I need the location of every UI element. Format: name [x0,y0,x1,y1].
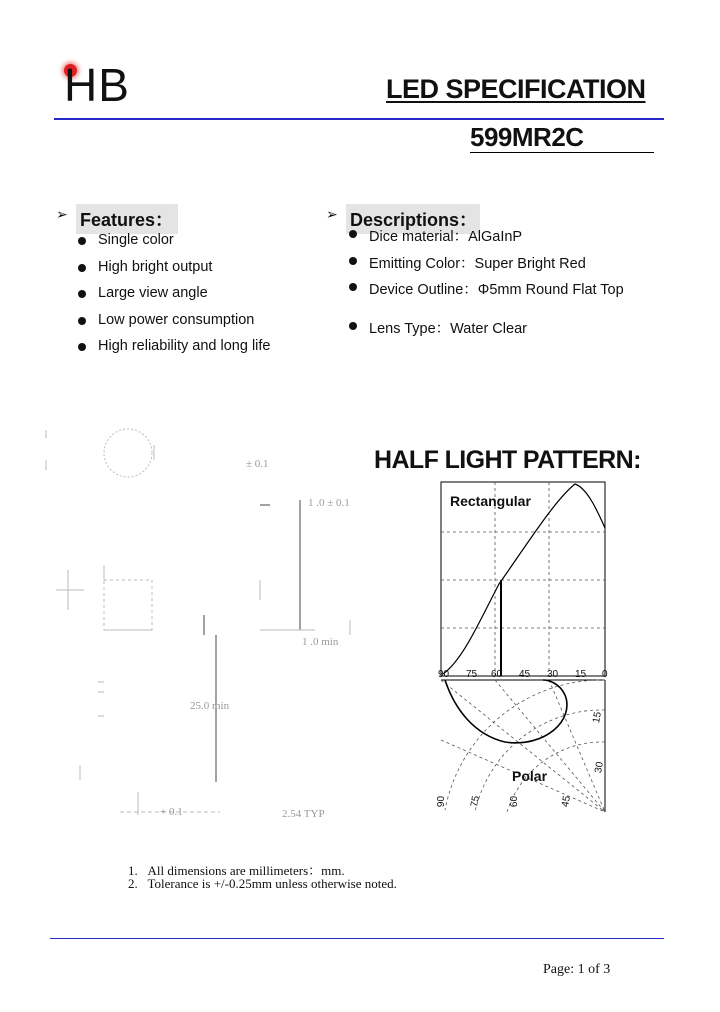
tick-label: 45 [519,669,531,680]
polar-curve [445,680,567,743]
polar-tick: 15 [591,711,604,724]
bullet-icon [78,317,86,325]
x-axis-ticks [434,669,624,683]
tick-label: 30 [547,669,559,680]
list-item: Low power consumption [98,312,271,339]
list-item: Device Outline：Φ5mm Round Flat Top [369,278,624,317]
note-2: 2. Tolerance is +/-0.25mm unless otherwise noted. [128,876,397,891]
arrow-bullet-icon: ➢ [326,206,338,222]
bullet-icon [78,290,86,298]
polar-label: Polar [512,768,548,784]
header-rule [54,118,664,120]
rect-curve [443,484,605,674]
tick-label: 90 [438,669,450,680]
part-underline [470,152,654,153]
polar-tick: 75 [469,795,482,808]
arrow-bullet-icon: ➢ [56,206,68,222]
document-title: LED SPECIFICATION [386,74,646,104]
polar-tick: 60 [509,795,521,808]
dimension-label: ± 0.1 [246,458,269,470]
pattern-title: HALF LIGHT PATTERN: [374,446,641,474]
polar-tick: 30 [593,761,606,774]
features-list [98,232,271,365]
features-heading: Features： [76,204,178,234]
rect-label: Rectangular [450,493,531,509]
note-1: 1. All dimensions are millimeters：mm. [128,863,345,878]
list-item: Dice material：AlGaInP [369,225,624,252]
tick-label: 60 [491,669,503,680]
bullet-icon [349,230,357,238]
polar-tick: 45 [560,795,573,808]
tick-label: 75 [466,669,478,680]
tick-label: 0 [602,669,608,680]
list-item: Single color [98,232,271,259]
dimension-label: + 0.1 [160,806,183,818]
part-number: 599MR2C [470,122,584,152]
page-number: Page: 1 of 3 [543,962,611,977]
outline-drawing [20,420,370,830]
tick-label: 15 [575,669,587,680]
bullet-icon [349,322,357,330]
bullet-icon [349,283,357,291]
list-item: Emitting Color：Super Bright Red [369,252,624,279]
bullet-icon [78,264,86,272]
bullet-icon [349,257,357,265]
dimension-label: 1 .0 min [302,636,339,648]
list-item: Large view angle [98,285,271,312]
polar-tick: 90 [436,795,448,808]
dimension-label: 2.54 TYP [282,808,325,820]
company-logo: HB [64,59,130,111]
descriptions-list [369,225,624,344]
bullet-icon [78,237,86,245]
list-item: High reliability and long life [98,338,271,365]
footer-rule [50,938,664,939]
list-item: Lens Type：Water Clear [369,317,624,344]
list-item: High bright output [98,259,271,286]
descriptions-heading: Descriptions： [346,204,480,234]
dimension-label: 25.0 min [190,700,230,712]
dimension-label: 1 .0 ± 0.1 [308,497,350,509]
bullet-icon [78,343,86,351]
